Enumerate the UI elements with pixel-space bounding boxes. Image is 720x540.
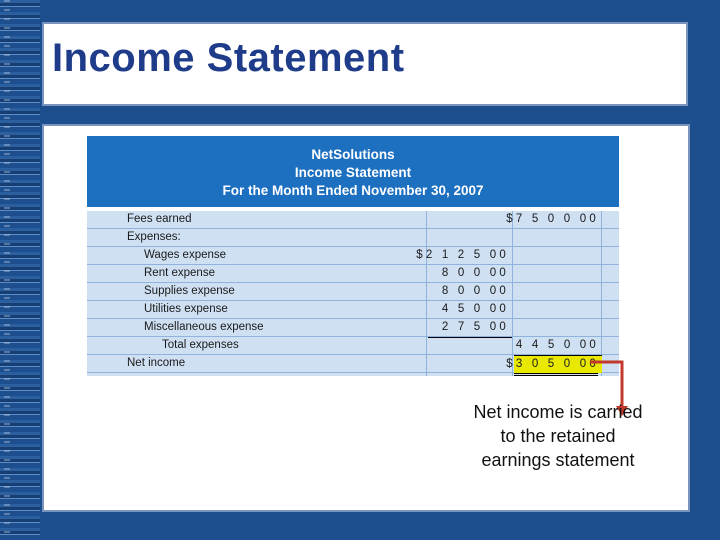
row-label: Total expenses bbox=[162, 339, 239, 351]
amount-net-income: $3 0 5 0 00 bbox=[506, 358, 599, 370]
content-panel bbox=[42, 124, 690, 512]
report-name: Income Statement bbox=[294, 165, 412, 180]
row-label: Miscellaneous expense bbox=[144, 321, 264, 333]
decorative-stripe-lines bbox=[4, 0, 10, 540]
income-statement-table bbox=[87, 136, 619, 376]
row-label: Net income bbox=[127, 357, 186, 369]
table-row bbox=[87, 355, 619, 373]
callout-text: Net income is carried to the retained earnings statement bbox=[473, 402, 643, 470]
slide-title: Income Statement bbox=[52, 36, 405, 80]
row-label: Fees earned bbox=[127, 213, 192, 225]
table-row bbox=[87, 319, 619, 337]
amount-detail: 8 0 0 00 bbox=[441, 267, 509, 279]
amount-detail: 8 0 0 00 bbox=[441, 285, 509, 297]
table-row bbox=[87, 211, 619, 229]
table-row bbox=[87, 337, 619, 355]
row-label: Rent expense bbox=[144, 267, 215, 279]
statement-body bbox=[87, 211, 619, 376]
row-label: Utilities expense bbox=[144, 303, 228, 315]
title-panel bbox=[42, 22, 688, 106]
amount-detail: 4 5 0 00 bbox=[441, 303, 509, 315]
amount-total: 4 4 5 0 00 bbox=[515, 339, 599, 351]
statement-header bbox=[87, 136, 619, 207]
row-label: Supplies expense bbox=[144, 285, 235, 297]
table-row bbox=[87, 247, 619, 265]
row-label: Expenses: bbox=[127, 231, 181, 243]
amount-detail: 2 7 5 00 bbox=[441, 321, 509, 333]
row-label: Wages expense bbox=[144, 249, 227, 261]
table-row bbox=[87, 265, 619, 283]
table-row bbox=[87, 283, 619, 301]
company-name: NetSolutions bbox=[311, 147, 395, 162]
report-period: For the Month Ended November 30, 2007 bbox=[222, 183, 484, 198]
table-row bbox=[87, 229, 619, 247]
table-row bbox=[87, 301, 619, 319]
amount-detail: $2 1 2 5 00 bbox=[416, 249, 509, 261]
amount-total: $7 5 0 0 00 bbox=[506, 213, 599, 225]
